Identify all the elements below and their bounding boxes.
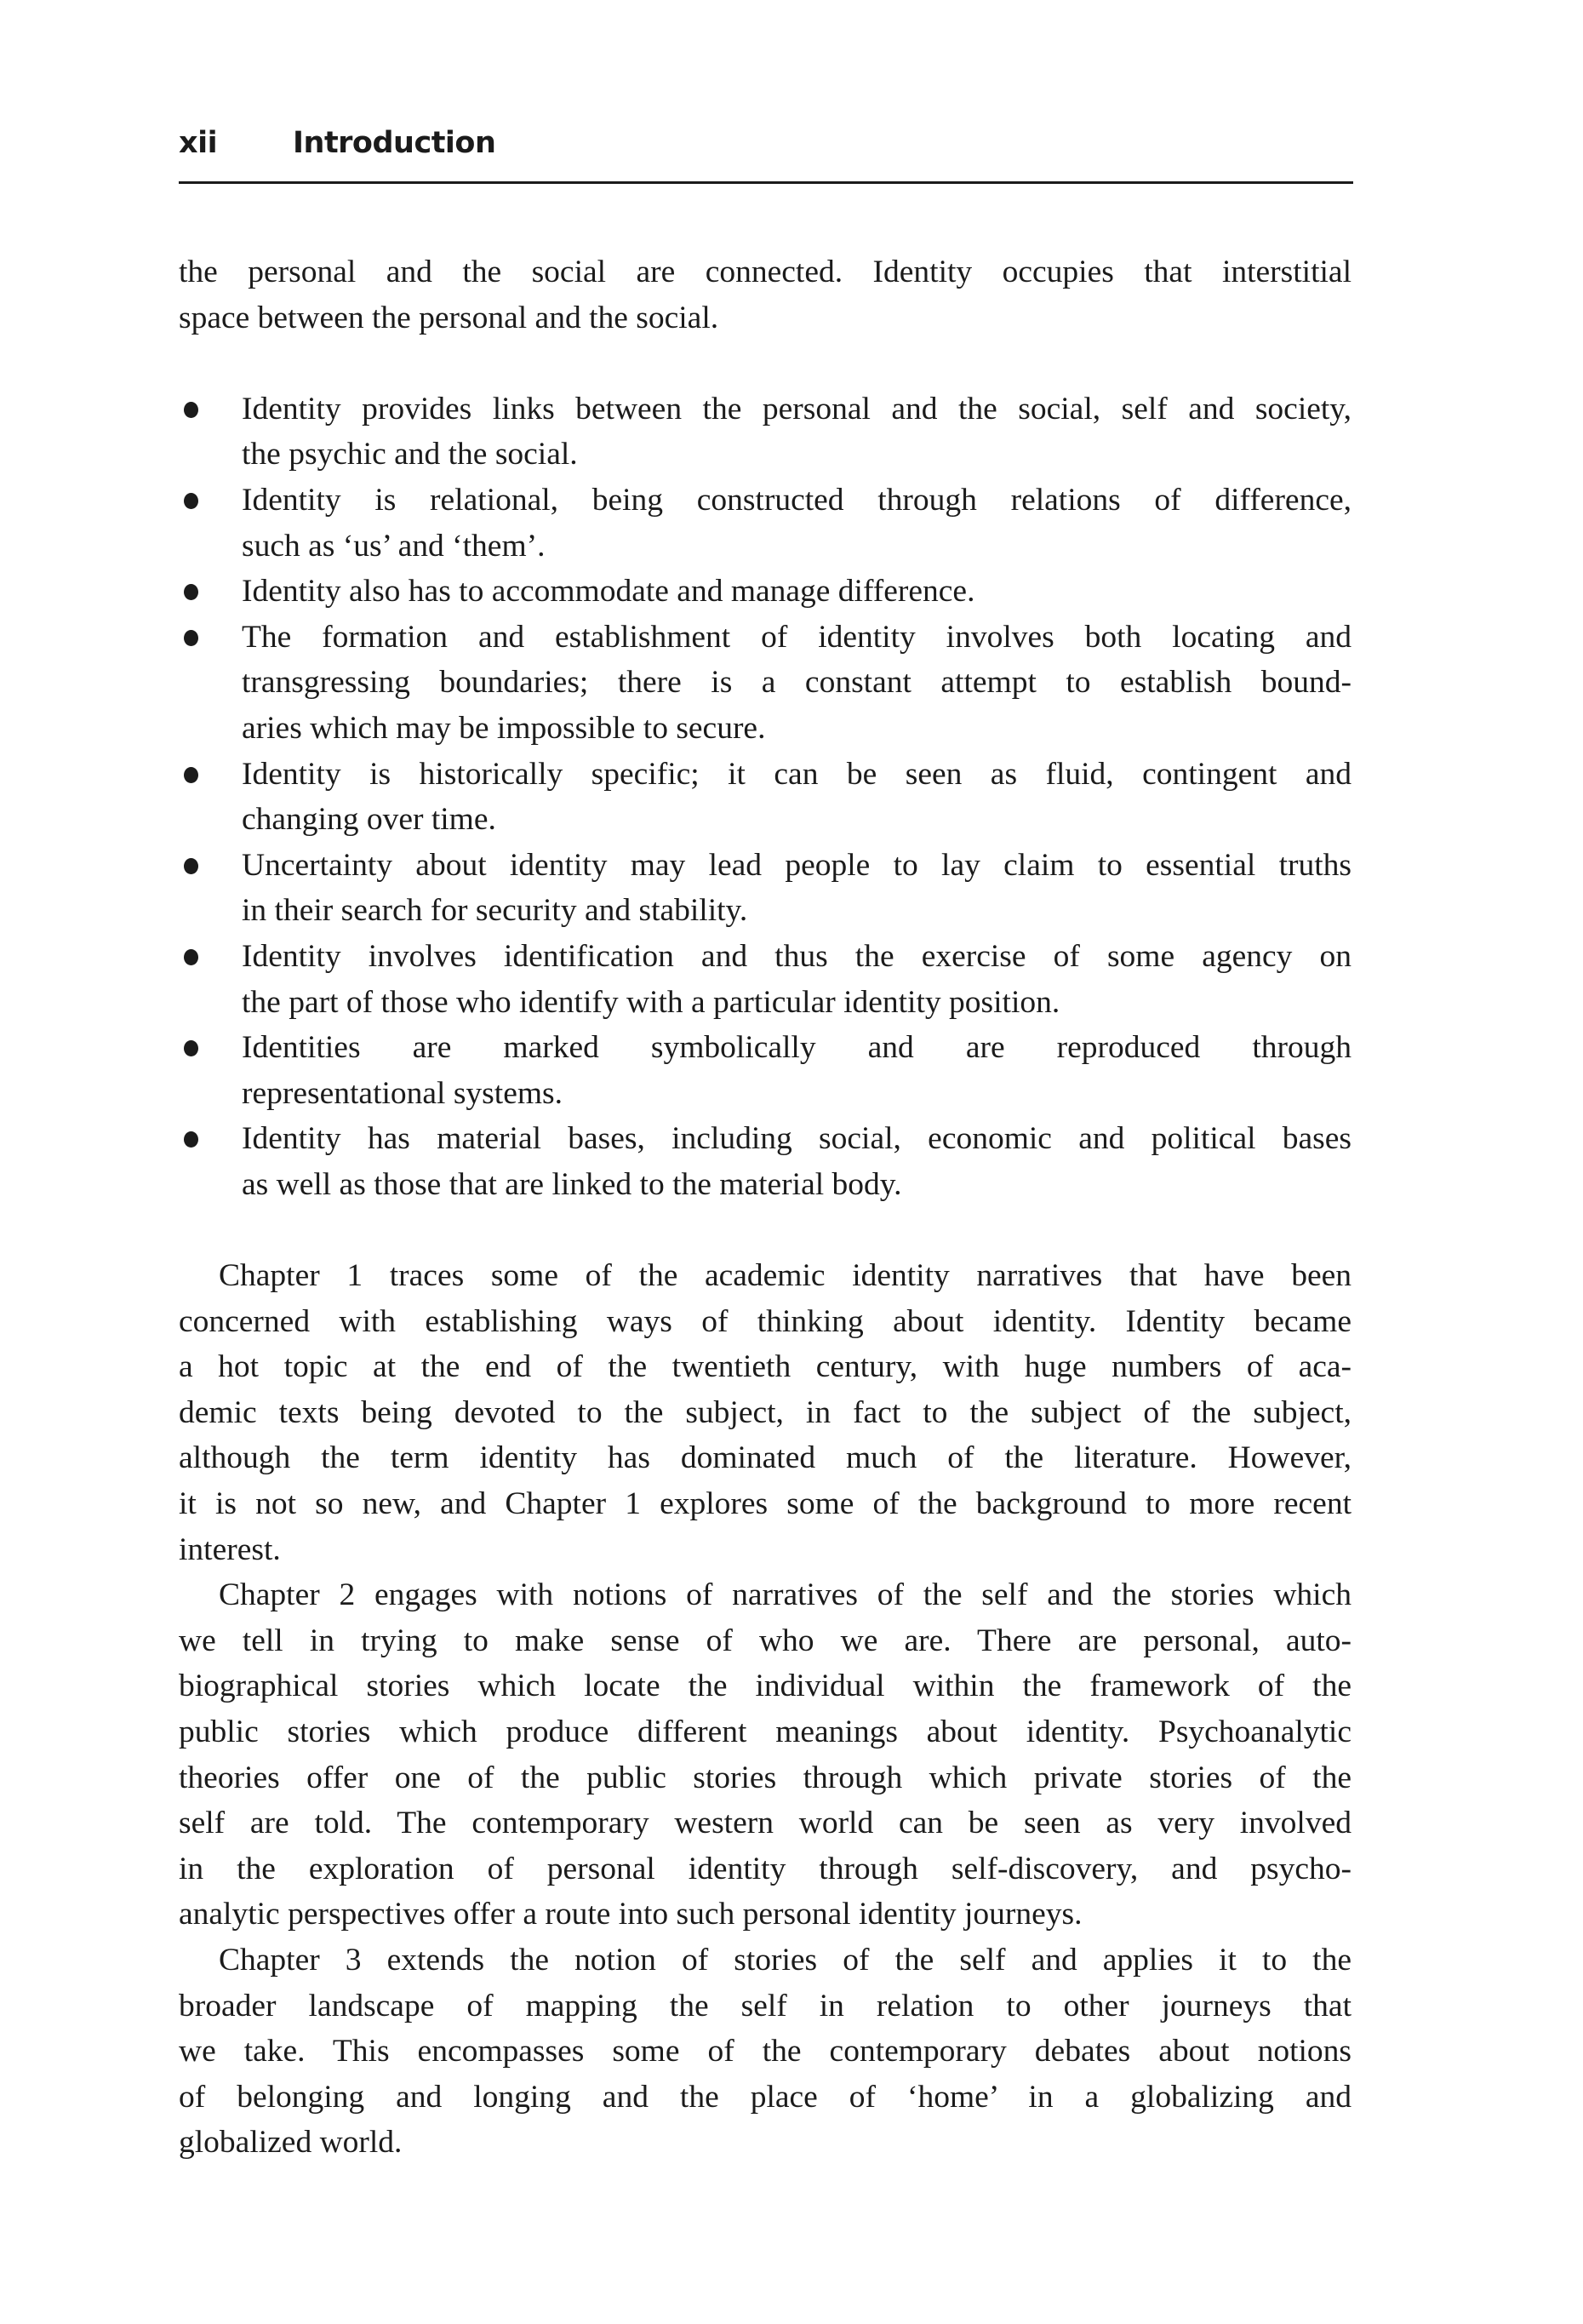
bullet-item — [179, 1025, 1352, 1116]
bullet-item — [179, 386, 1352, 478]
text-line: it is not so new, and Chapter 1 explores some of the background to more recent — [179, 1486, 1352, 1522]
spacer — [179, 341, 1352, 386]
text-line: Uncertainty about identity may lead people to lay claim to essential truths — [242, 847, 1352, 883]
text-line: concerned with establishing ways of thinking about identity. Identity became — [179, 1303, 1352, 1339]
bullet-item — [179, 478, 1352, 569]
bullet-item — [179, 569, 1352, 615]
text-line: Identity provides links between the personal and the social, self and society, — [242, 391, 1352, 426]
text-line: as well as those that are linked to the material body. — [242, 1166, 902, 1202]
bullet-icon — [184, 949, 198, 965]
text-line: Identity involves identification and thus the exercise of some agency on — [242, 938, 1352, 974]
bullet-icon — [184, 767, 198, 783]
text-line: space between the personal and the social. — [179, 300, 719, 335]
text-line: theories offer one of the public stories through which private stories of the — [179, 1760, 1352, 1795]
text-line: Identity is relational, being constructed through relations of difference, — [242, 482, 1352, 518]
page-body — [179, 249, 1352, 2166]
text-line: demic texts being devoted to the subject, in fact to the subject of the subject, — [179, 1394, 1352, 1430]
bullet-icon — [184, 1040, 198, 1056]
intro-paragraph — [179, 249, 1352, 341]
bullet-icon — [184, 402, 198, 418]
text-line: Chapter 3 extends the notion of stories of the self and applies it to the — [219, 1942, 1352, 1978]
text-line: Identities are marked symbolically and are reproduced through — [242, 1030, 1352, 1066]
bullet-icon — [184, 1131, 198, 1148]
text-line: of belonging and longing and the place of ‘home’ in a globalizing and — [179, 2079, 1352, 2115]
text-line: representational systems. — [242, 1075, 563, 1111]
text-line: we take. This encompasses some of the contemporary debates about notions — [179, 2034, 1352, 2069]
bullet-item — [179, 752, 1352, 843]
bullet-list — [179, 386, 1352, 1208]
spacer — [179, 1207, 1352, 1253]
text-line: in their search for security and stability. — [242, 893, 748, 929]
text-line: Chapter 2 engages with notions of narratives of the self and the stories which — [219, 1577, 1352, 1613]
bullet-item — [179, 843, 1352, 934]
text-line: transgressing boundaries; there is a constant attempt to establish bound- — [242, 665, 1352, 701]
text-line: in the exploration of personal identity through self-discovery, and psycho- — [179, 1851, 1352, 1886]
bullet-icon — [184, 858, 198, 874]
page-number: xii — [179, 126, 218, 160]
chapter-paragraph — [179, 1253, 1352, 1572]
text-line: aries which may be impossible to secure. — [242, 710, 766, 746]
header-rule — [179, 181, 1353, 184]
text-line: Identity is historically specific; it can be seen as fluid, contingent and — [242, 756, 1352, 792]
chapter-paragraph — [179, 1572, 1352, 1938]
text-line: the personal and the social are connected. Identity occupies that interstitial — [179, 255, 1352, 289]
text-line: interest. — [179, 1531, 281, 1567]
text-line: such as ‘us’ and ‘them’. — [242, 528, 546, 564]
bullet-item — [179, 615, 1352, 752]
bullet-item — [179, 1116, 1352, 1207]
text-line: biographical stories which locate the individual within the framework of the — [179, 1669, 1352, 1704]
text-line: public stories which produce different meanings about identity. Psychoanalytic — [179, 1714, 1352, 1749]
chapter-paragraph — [179, 1938, 1352, 2166]
running-title: Introduction — [293, 126, 496, 160]
text-line: globalized world. — [179, 2125, 403, 2161]
text-line: we tell in trying to make sense of who we are. There are personal, auto- — [179, 1623, 1352, 1658]
text-line: the part of those who identify with a particular identity position. — [242, 984, 1060, 1020]
bullet-item — [179, 934, 1352, 1025]
text-line: although the term identity has dominated much of the literature. However, — [179, 1440, 1352, 1476]
text-line: the psychic and the social. — [242, 437, 578, 472]
text-line: The formation and establishment of identity involves both locating and — [242, 619, 1352, 655]
text-line: self are told. The contemporary western world can be seen as very involved — [179, 1806, 1352, 1841]
text-line: broader landscape of mapping the self in relation to other journeys that — [179, 1988, 1352, 2023]
text-line: changing over time. — [242, 802, 496, 838]
text-line: a hot topic at the end of the twentieth century, with huge numbers of aca- — [179, 1349, 1352, 1385]
text-line: Identity also has to accommodate and manage difference. — [242, 574, 975, 610]
text-line: analytic perspectives offer a route into such personal identity journeys. — [179, 1897, 1083, 1932]
bullet-icon — [184, 584, 198, 600]
text-line: Identity has material bases, including social, economic and political bases — [242, 1121, 1352, 1157]
bullet-icon — [184, 630, 198, 646]
bullet-icon — [184, 493, 198, 509]
text-line: Chapter 1 traces some of the academic identity narratives that have been — [219, 1258, 1352, 1294]
